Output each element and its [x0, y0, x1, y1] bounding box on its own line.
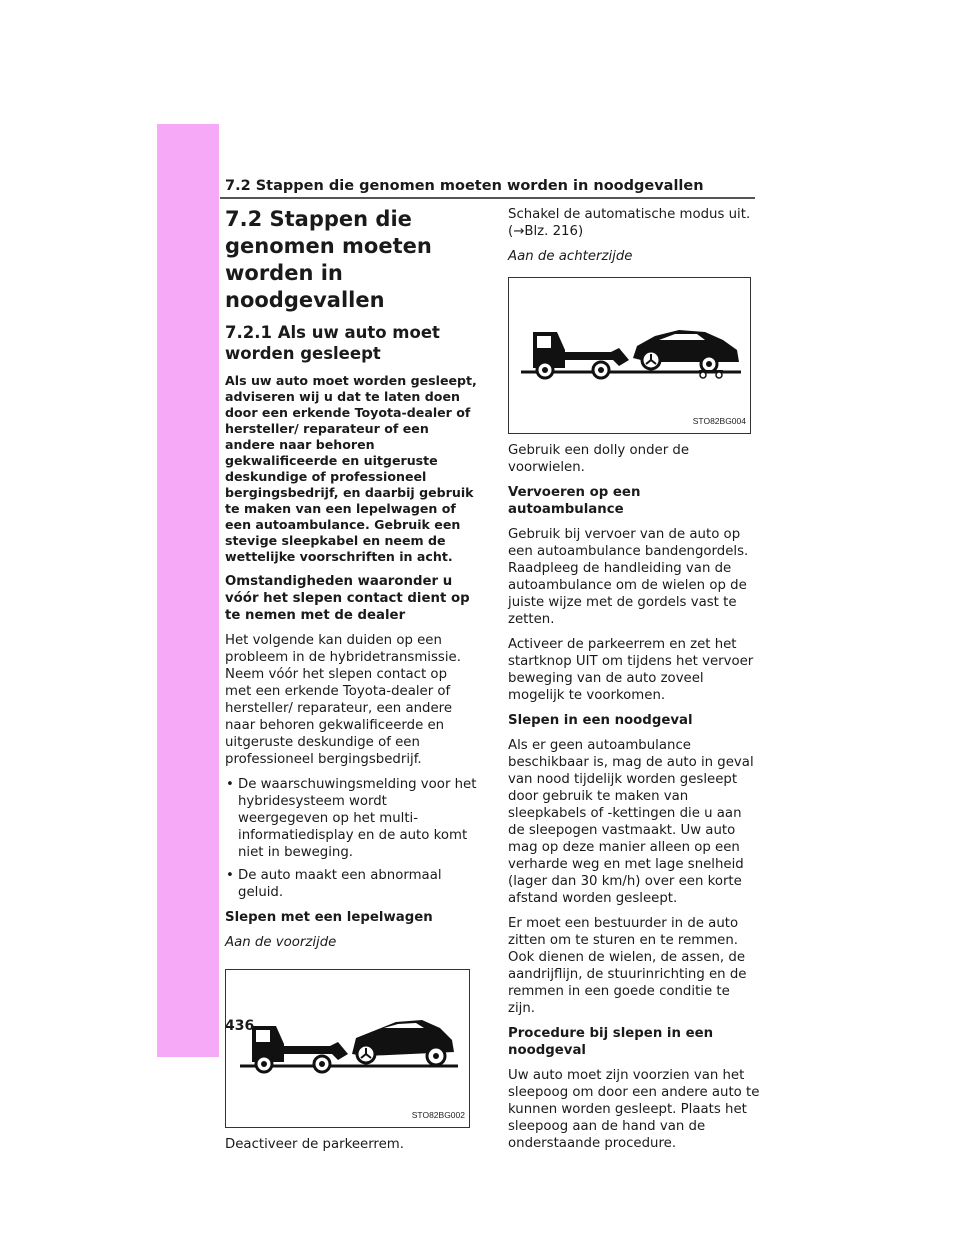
section-heading: 7.2 Stappen die genomen moeten worden in noodgevallen [225, 207, 432, 312]
right-column [508, 206, 760, 1160]
subsection-heading: 7.2.1 Als uw auto moet worden gesleept [225, 323, 440, 363]
warning-bullets [225, 776, 477, 901]
section1-text: Het volgende kan duiden op een probleem in de hybridetransmissie. Neem vóór het slepen contact op met een erkende Toyota-dealer of hersteller/ reparateur, een andere naar behoren gekwalificeerde en uitgeruste deskundige of een professioneel bergingsbedrijf. [225, 633, 461, 767]
section5-text: Uw auto moet zijn voorzien van het sleepoog om door een andere auto te kunnen worden gesleept. Plaats het sleepoog aan de hand van de onderstaande procedure. [508, 1068, 760, 1151]
dolly-text: Gebruik een dolly onder de voorwielen. [508, 443, 690, 475]
section4-text2: Er moet een bestuurder in de auto zitten om te sturen en te remmen. Ook dienen de wielen, de assen, de aandrijflijn, de stuurinrichting en de remmen in een goede conditie te zijn. [508, 916, 747, 1016]
after-figure-text: Deactiveer de parkeerrem. [225, 1137, 404, 1152]
page-number: 436 [225, 1018, 255, 1034]
section4-text1: Als er geen autoambulance beschikbaar is, mag de auto in geval van nood tijdelijk worden gesleept door gebruik te maken van sleepkabels of -kettingen die u aan de sleepogen vastmaakt. Uw auto mag op deze manier alleen op een verharde weg en met lage snelheid (lager dan 30 km/h) over een korte afstand worden gesleept. [508, 738, 754, 906]
rear-label: Aan de achterzijde [508, 249, 633, 264]
section1-title: Omstandigheden waaronder u vóór het slepen contact dient op te nemen met de dealer [225, 574, 470, 623]
figure-code: STO82BG004 [692, 416, 746, 426]
chapter-side-tab [157, 124, 219, 1057]
tow-truck-front-figure [225, 969, 470, 1128]
header-divider [220, 197, 755, 199]
left-column [225, 206, 477, 1161]
bullet-item: • De waarschuwingsmelding voor het hybridesysteem wordt weergegeven op het multi-informatiedisplay en de auto komt niet in beweging. [225, 776, 477, 861]
bullet-item: • De auto maakt een abnormaal geluid. [225, 867, 477, 901]
section3-text2: Activeer de parkeerrem en zet het startknop UIT om tijdens het vervoer beweging van de auto zoveel mogelijk te voorkomen. [508, 637, 754, 703]
tow-truck-rear-figure [508, 277, 751, 434]
section2-title: Slepen met een lepelwagen [225, 910, 433, 925]
auto-mode-text: Schakel de automatische modus uit. (→Blz. 216) [508, 207, 751, 239]
running-header-title: 7.2 Stappen die genomen moeten worden in noodgevallen [225, 178, 704, 194]
figure-code: STO82BG002 [411, 1110, 465, 1120]
section4-title: Slepen in een noodgeval [508, 713, 693, 728]
front-label: Aan de voorzijde [225, 935, 337, 950]
tow-truck-rear-illustration [509, 278, 750, 433]
section3-text1: Gebruik bij vervoer van de auto op een autoambulance bandengordels. Raadpleeg de handleiding van de autoambulance om de wielen op de juiste wijze met de gordels vast te zetten. [508, 527, 749, 627]
section5-title: Procedure bij slepen in een noodgeval [508, 1026, 714, 1058]
section3-title: Vervoeren op een autoambulance [508, 485, 641, 517]
intro-paragraph: Als uw auto moet worden gesleept, adviseren wij u dat te laten doen door een erkende Toyota-dealer of hersteller/ reparateur of een andere naar behoren gekwalificeerde en uitgeruste deskundige of professioneel bergingsbedrijf, en daarbij gebruik te maken van een lepelwagen of een autoambulance. Gebruik een stevige sleepkabel en neem de wettelijke voorschriften in acht. [225, 373, 477, 564]
tow-truck-front-illustration [226, 970, 469, 1127]
